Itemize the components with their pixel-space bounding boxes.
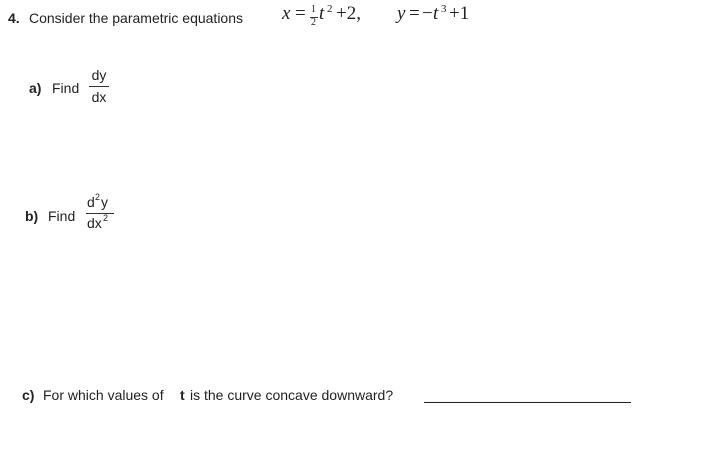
equation-y-t: t xyxy=(433,3,439,24)
equation-x-exponent: 2 xyxy=(327,3,333,15)
answer-blank-line[interactable] xyxy=(424,402,631,403)
equation-x-rest: +2, xyxy=(336,3,361,24)
part-a-numerator: dy xyxy=(91,67,107,83)
part-b-denominator xyxy=(87,215,115,233)
equation-x-var: x xyxy=(282,3,291,24)
part-c-text-before: For which values of xyxy=(43,387,164,403)
part-b-numerator-y: y xyxy=(101,194,108,210)
part-a-fraction-bar xyxy=(89,86,109,87)
part-b-text: Find xyxy=(48,208,76,224)
equation-x-t: t xyxy=(319,3,325,24)
part-b-fraction-bar xyxy=(86,213,114,214)
part-c xyxy=(22,387,632,407)
equation-x-frac-den: 2 xyxy=(311,17,316,28)
part-b-denominator-exponent: 2 xyxy=(103,213,109,223)
part-b-numerator-d: d xyxy=(87,194,95,210)
part-c-variable: t xyxy=(180,387,185,403)
question-prompt: Consider the parametric equations xyxy=(29,10,244,26)
part-a-text: Find xyxy=(52,80,80,96)
equation-y-equals: = xyxy=(409,3,420,24)
part-a-label: a) xyxy=(29,80,42,96)
part-a-denominator: dx xyxy=(91,89,107,105)
part-c-text-after: is the curve concave downward? xyxy=(190,387,394,403)
part-b-numerator-exponent: 2 xyxy=(95,192,101,202)
equation-x-frac-num: 1 xyxy=(311,4,316,15)
question-number: 4. xyxy=(8,10,20,26)
equation-y-minus: − xyxy=(422,3,433,24)
part-c-label: c) xyxy=(22,387,35,403)
part-b-fraction xyxy=(84,194,116,236)
equation-y xyxy=(397,0,497,34)
part-b-label: b) xyxy=(25,208,39,224)
equation-y-var: y xyxy=(397,3,406,24)
part-b-numerator xyxy=(87,194,115,212)
equation-y-rest: +1 xyxy=(449,3,470,24)
equation-x-equals: = xyxy=(295,3,306,24)
part-b-denominator-dx: dx xyxy=(87,215,102,231)
equation-x xyxy=(282,0,392,34)
equation-y-exponent: 3 xyxy=(441,3,447,15)
part-a-fraction xyxy=(87,67,111,107)
